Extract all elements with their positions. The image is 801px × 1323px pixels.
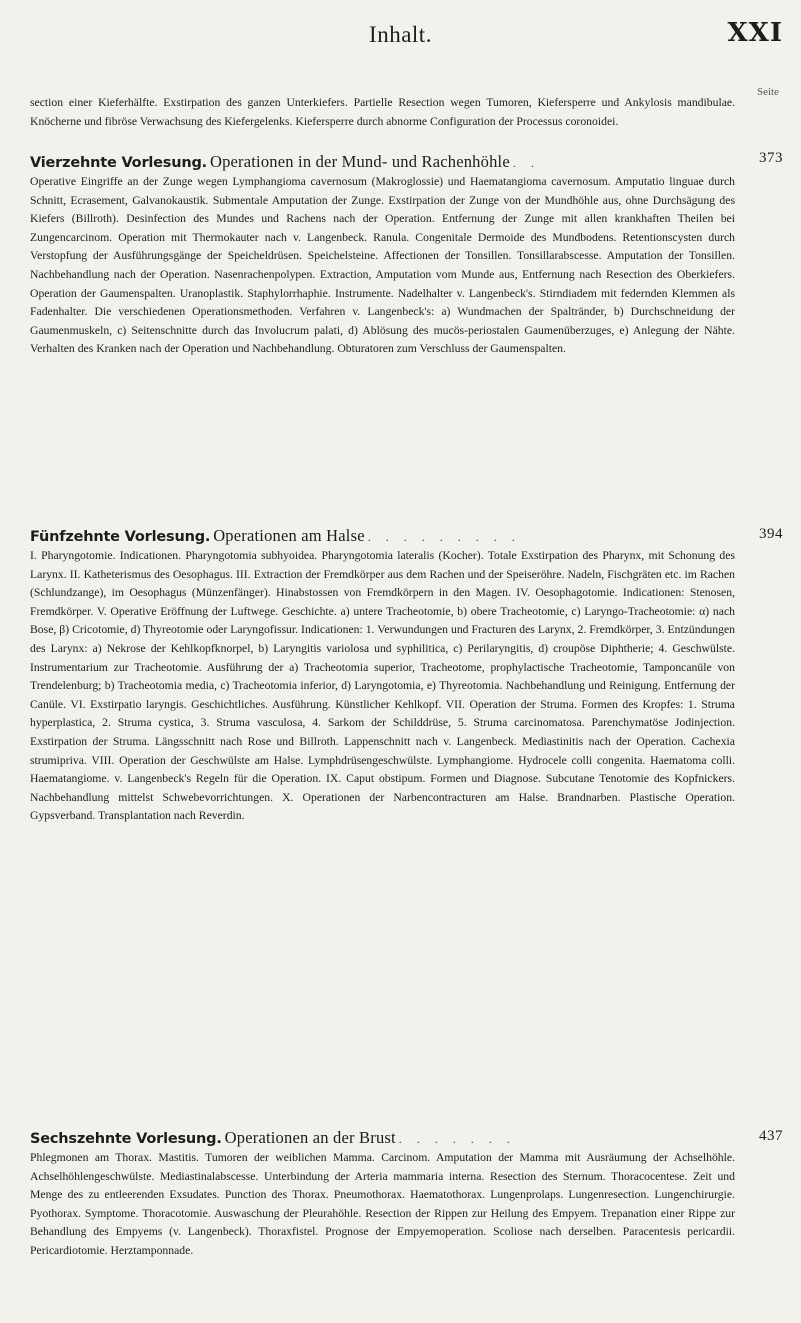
- lecture-title: Operationen in der Mund- und Rachenhöhle: [209, 152, 510, 171]
- lecture-title: Operationen an der Brust: [224, 1128, 396, 1147]
- page-title: Inhalt.: [369, 22, 432, 47]
- lecture-page-number: 373: [759, 150, 783, 166]
- lecture-number: Vierzehnte Vorlesung.: [30, 155, 207, 171]
- lecture-title: Operationen am Halse: [213, 526, 365, 545]
- lecture-heading: [30, 526, 735, 547]
- lecture-page-number: 394: [759, 526, 783, 542]
- page-column-label: Seite: [757, 86, 779, 98]
- lecture-text: Operative Eingriffe an der Zunge wegen Lymphangioma cavernosum (Makroglossie) und Haematangioma cavernosum. Amputatio linguae durch Schnitt, Ecrasement, Galvanokaustik. Submentale Amputation der Zunge. Exstirpation der Zunge von der Mundhöhle aus, ohne Durchsägung des Kiefers (Billroth). Desinfection des Mundes und Rachens nach der Operation. Entfernung der Zunge mit allen krankhaften Theilen bei Zungencarcinom. Operation mit Thermokauter nach v. Langenbeck. Ranula. Congenitale Dermoide des Mundbodens. Retentionscysten durch Verstopfung der Ausführungsgänge der Speicheldrüsen. Speichelsteine. Affectionen der Tonsillen. Tonsillarabscesse. Amputation der Tonsillen. Nachbehandlung nach der Operation. Nasenrachenpolypen. Extraction, Amputation vom Munde aus, Entfernung nach Resection des Oberkiefers. Operation der Gaumenspalten. Uranoplastik. Staphylorrhaphie. Instrumente. Nadelhalter v. Langenbeck's. Stirndiadem mit federnden Klemmen als Fadenhalter. Die verschiedenen Operationsmethoden. Verfahren v. Langenbeck's: a) Wundmachen der Spaltränder, b) Durchschneidung der Gaumenmuskeln, c) Seitenschnitte durch das Involucrum palati, d) Ablösung des mucös-periostalen Gaumenüberzuges, e) Anlegung der Nähte. Verhalten des Kranken nach der Operation und Nachbehandlung. Obturatoren zum Verschluss der Gaumenspalten.: [30, 175, 735, 356]
- roman-page-number: XXI: [727, 18, 783, 48]
- lecture-page-number: 437: [759, 1128, 783, 1144]
- intro-block: [30, 94, 735, 131]
- lecture-heading: [30, 1128, 735, 1149]
- lecture-entry-16: [30, 1128, 735, 1261]
- lecture-text: I. Pharyngotomie. Indicationen. Pharyngotomia subhyoidea. Pharyngotomia lateralis (Kocher). Totale Exstirpation des Pharynx, mit Schonung des Larynx. II. Katheterismus des Oesophagus. III. Extraction der Fremdkörper aus dem Rachen und der Speiseröhre. Nadeln, Fischgräten etc. im Rachen (Schlundzange), im Oesophagus (Münzenfänger). Hinabstossen von Fremdkörpern in den Magen. IV. Oesophagotomie. Indicationen: Stenosen, Fremdkörper. V. Operative Eröffnung der Luftwege. Geschichte. a) untere Tracheotomie, b) obere Tracheotomie, c) Laryngo-Tracheotomie: α) nach Bose, β) Cricotomie, d) Thyreotomie oder Laryngofissur. Indicationen: 1. Verwundungen und Fracturen des Larynx, 2. Fremdkörper, 3. Entzündungen des Larynx: a) Nekrose der Kehlkopfknorpel, b) Laryngitis variolosa und syphilitica, c) Perilaryngitis, d) croupöse Diphtherie; 4. Geschwülste. Instrumentarium zur Tracheotomie. Ausführung der a) Tracheotomia superior, Tracheotome, prophylactische Tracheotomie, Tamponcanüle von Trendelenburg; b) Tracheotomia media, c) Tracheotomia inferior, d) Laryngotomia, e) Thyreotomia. Nachbehandlung und Reinigung. Entfernung der Canüle. VI. Exstirpatio laryngis. Geschichtliches. Ausführung. Künstlicher Kehlkopf. VII. Operation der Struma. Formen des Kropfes: 1. Struma hyperplastica, 2. Struma cystica, 3. Struma vasculosa, 4. Sarkom der Schilddrüse, 5. Struma carcinomatosa. Parenchymatöse Jodinjection. Exstirpation der Struma. Längsschnitt nach Rose und Billroth. Lappenschnitt nach v. Langenbeck. Mediastinitis nach der Operation. Cachexia strumipriva. VIII. Operation der Geschwülste am Halse. Lymphdrüsengeschwülste. Lymphangiome. Hydrocele colli congenita. Haematoma colli. Haematangiome. v. Langenbeck's Regeln für die Operation. IX. Caput obstipum. Formen und Diagnose. Subcutane Tenotomie des Kopfnickers. Nachbehandlung mittelst Schwebevorrichtungen. X. Operationen der Narbencontracturen am Halse. Brandnarben. Plastische Operation. Gypsverband. Transplantation nach Reverdin.: [30, 549, 735, 823]
- lecture-number: Sechszehnte Vorlesung.: [30, 1131, 222, 1147]
- lecture-number: Fünfzehnte Vorlesung.: [30, 529, 211, 545]
- dot-leader: . . . . . . .: [398, 1132, 516, 1146]
- lecture-entry-14: [30, 152, 735, 359]
- lecture-entry-15: [30, 526, 735, 826]
- lecture-text: Phlegmonen am Thorax. Mastitis. Tumoren der weiblichen Mamma. Carcinom. Amputation der Mamma mit Ausräumung der Achselhöhle. Achselhöhlengeschwülste. Mediastinalabscesse. Unterbindung der Arteria mammaria interna. Resection des Sternum. Thoracocentese. Zeit und Menge des zu entleerenden Exsudates. Punction des Thorax. Pneumothorax. Haematothorax. Lungenprolaps. Lungenresection. Lungenchirurgie. Pyothorax. Symptome. Thoracotomie. Auswaschung der Pleurahöhle. Resection der Rippen zur Heilung des Empyem. Trepanation einer Rippe zur Behandlung des Empyems (v. Langenbeck). Thoraxfistel. Prognose der Empyemoperation. Scoliose nach derselben. Paracentesis pericardii. Pericardiotomie. Herztamponnade.: [30, 1151, 735, 1257]
- dot-leader: . .: [512, 156, 540, 170]
- lecture-heading: [30, 152, 735, 173]
- intro-text: section einer Kieferhälfte. Exstirpation des ganzen Unterkiefers. Partielle Resection wegen Tumoren, Kiefersperre und Ankylosis mandibulae. Knöcherne und fibröse Verwachsung des Kiefergelenks. Kiefersperre durch abnorme Configuration der Processus coronoidei.: [30, 96, 735, 128]
- dot-leader: . . . . . . . . .: [367, 530, 521, 544]
- running-head: [0, 18, 801, 58]
